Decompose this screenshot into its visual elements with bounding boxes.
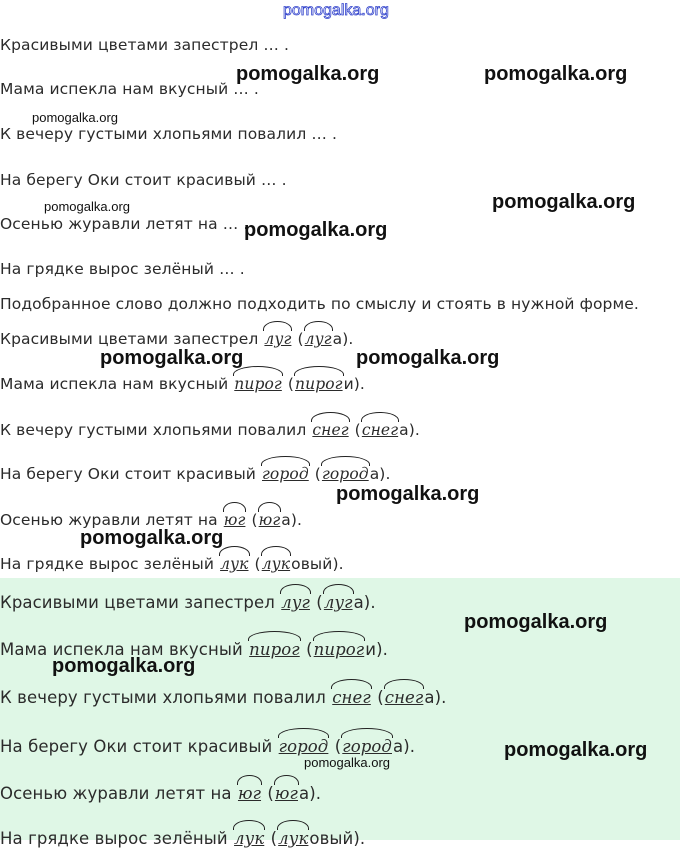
- watermark: pomogalka.org: [492, 191, 636, 213]
- watermark: pomogalka.org: [304, 755, 390, 770]
- highlighted-answer-line: На грядке вырос зелёный лук (луковый).: [0, 829, 366, 848]
- answer-line: Мама испекла нам вкусный пирог (пироги).: [0, 375, 365, 393]
- watermark: pomogalka.org: [32, 110, 118, 125]
- watermark: pomogalka.org: [44, 199, 130, 214]
- watermark: pomogalka.org: [52, 655, 196, 677]
- answer-line: Осенью журавли летят на юг (юга).: [0, 511, 303, 529]
- question-2: Мама испекла нам вкусный … .: [0, 80, 259, 98]
- highlighted-answer-line: К вечеру густыми хлопьями повалил снег (снега).: [0, 688, 447, 707]
- question-6: На грядке вырос зелёный … .: [0, 260, 245, 278]
- question-4: На берегу Оки стоит красивый … .: [0, 171, 287, 189]
- watermark: pomogalka.org: [80, 527, 224, 549]
- highlighted-answer-line: Мама испекла нам вкусный пирог (пироги).: [0, 640, 388, 659]
- watermark: pomogalka.org: [244, 219, 388, 241]
- instruction-text: Подобранное слово должно подходить по смыслу и стоять в нужной форме.: [0, 295, 639, 313]
- question-1: Красивыми цветами запестрел … .: [0, 36, 290, 54]
- answer-line: На берегу Оки стоит красивый город (города).: [0, 465, 391, 483]
- answer-line: На грядке вырос зелёный лук (луковый).: [0, 555, 344, 573]
- watermark: pomogalka.org: [484, 63, 628, 85]
- watermark: pomogalka.org: [236, 63, 380, 85]
- highlighted-answer-line: Красивыми цветами запестрел луг (луга).: [0, 593, 376, 612]
- watermark: pomogalka.org: [100, 347, 244, 369]
- question-3: К вечеру густыми хлопьями повалил … .: [0, 125, 338, 143]
- watermark: pomogalka.org: [336, 483, 480, 505]
- watermark: pomogalka.org: [464, 611, 608, 633]
- watermark: pomogalka.org: [356, 347, 500, 369]
- highlighted-answer-line: Осенью журавли летят на юг (юга).: [0, 784, 322, 803]
- answer-line: Красивыми цветами запестрел луг (луга).: [0, 330, 354, 348]
- answer-line: К вечеру густыми хлопьями повалил снег (снега).: [0, 421, 420, 439]
- question-5: Осенью журавли летят на … .: [0, 215, 249, 233]
- header-watermark: pomogalka.org: [283, 2, 389, 19]
- watermark: pomogalka.org: [504, 739, 648, 761]
- highlighted-answer-line: На берегу Оки стоит красивый город (города).: [0, 737, 416, 756]
